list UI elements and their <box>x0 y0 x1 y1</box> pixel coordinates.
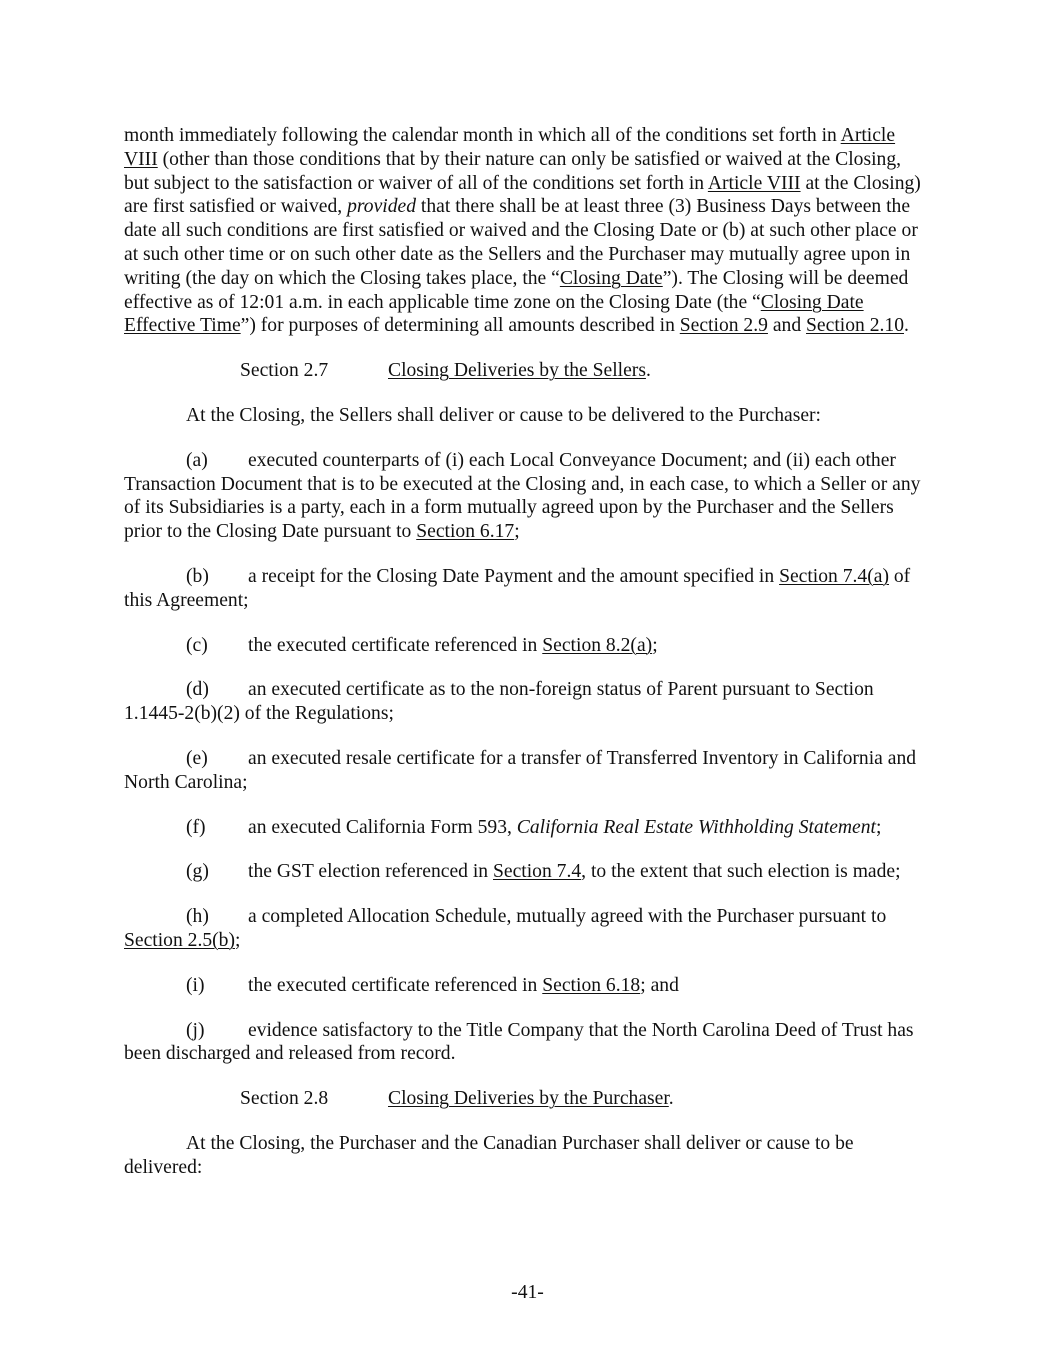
list-item-g <box>124 860 926 884</box>
list-item-h <box>124 905 926 953</box>
defined-term-closing-date-effective-time: Closing Date Effective Time <box>124 291 864 337</box>
text: that there shall be at least three (3) Business Days between the date all such conditions are first satisfied or waived and the Closing Date or (b) at such other place or at such other time or on such other date as the Sellers and the Purchaser may mutually agree upon in writing (the day on which the Closing takes place, the “ <box>124 196 918 289</box>
section-2-7-heading <box>124 359 926 383</box>
form-title: California Real Estate Withholding Statement <box>516 816 876 838</box>
list-item-d <box>124 678 926 726</box>
section-2-8-intro: At the Closing, the Purchaser and the Canadian Purchaser shall deliver or cause to be delivered: <box>124 1132 854 1178</box>
text: (other than those conditions that by their nature can only be satisfied or waived at the Closing, but subject to the satisfaction or waiver of all of the conditions set forth in <box>124 148 902 194</box>
text: . <box>904 315 909 337</box>
item-label: (j) <box>186 1019 205 1041</box>
section-7-4a-link[interactable]: Section 7.4(a) <box>779 565 889 587</box>
text: ; <box>235 929 241 951</box>
text: the executed certificate referenced in <box>248 634 543 656</box>
list-item-f <box>124 816 926 840</box>
article-viii-link[interactable]: Article VIII <box>124 125 896 170</box>
section-6-18-link[interactable]: Section 6.18 <box>542 974 641 996</box>
list-item-j <box>124 1019 926 1067</box>
text: executed counterparts of (i) each Local Conveyance Document; and (ii) each other Transaction Document that is to be executed at the Closing and, in each case, to which a Seller or any of its Subsidiaries is a party, each in a form mutually agreed upon by the Purchaser and the Sellers prior to the Closing Date pursuant to <box>124 449 921 543</box>
text: a receipt for the Closing Date Payment and the amount specified in <box>248 565 780 587</box>
text: ; <box>514 521 520 543</box>
text: and <box>767 315 807 337</box>
item-label: (d) <box>186 679 209 701</box>
section-2-8-heading <box>124 1087 926 1111</box>
text: ; <box>652 634 658 656</box>
text: the executed certificate referenced in <box>248 974 543 996</box>
list-item-i <box>124 974 926 998</box>
text: ”) for purposes of determining all amounts described in <box>240 315 680 337</box>
item-label: (e) <box>186 747 208 769</box>
item-label: (f) <box>186 816 206 838</box>
text: ; <box>876 816 882 838</box>
item-label: (a) <box>186 449 208 471</box>
item-label: (g) <box>186 861 209 883</box>
item-label: (h) <box>186 906 209 928</box>
text: an executed resale certificate for a transfer of Transferred Inventory in California and North Carolina; <box>124 747 917 793</box>
section-title: Closing Deliveries by the Purchaser <box>388 1088 669 1110</box>
document-page <box>124 124 926 1201</box>
page-number: -41- <box>511 1282 544 1303</box>
section-6-17-link[interactable]: Section 6.17 <box>416 521 515 543</box>
section-2-7-intro: At the Closing, the Sellers shall deliver or cause to be delivered to the Purchaser: <box>186 404 821 426</box>
text: of this Agreement; <box>124 565 911 611</box>
text: at the Closing) are first satisfied or waived, <box>124 172 921 218</box>
section-7-4-link[interactable]: Section 7.4 <box>493 861 582 883</box>
defined-term-closing-date: Closing Date <box>559 267 663 289</box>
list-item-e <box>124 747 926 795</box>
item-label: (i) <box>186 974 205 996</box>
article-viii-link[interactable]: Article VIII <box>707 172 801 194</box>
item-label: (c) <box>186 634 208 656</box>
section-2-5b-link[interactable]: Section 2.5(b) <box>124 929 236 951</box>
text: an executed certificate as to the non-foreign status of Parent pursuant to Section 1.1445-2(b)(2) of the Regulations; <box>124 679 874 725</box>
section-number: Section 2.7 <box>240 360 329 382</box>
section-8-2a-link[interactable]: Section 8.2(a) <box>542 634 653 656</box>
section-number: Section 2.8 <box>240 1088 329 1110</box>
text: a completed Allocation Schedule, mutually agreed with the Purchaser pursuant to <box>248 906 887 928</box>
text: , to the extent that such election is made; <box>581 861 901 883</box>
list-item-b <box>124 565 926 613</box>
text: ”). The Closing will be deemed effective as of 12:01 a.m. in each applicable time zone on the Closing Date (the “ <box>124 267 909 313</box>
text: evidence satisfactory to the Title Company that the North Carolina Deed of Trust has been discharged and released from record. <box>124 1019 914 1065</box>
text: an executed California Form 593, <box>248 816 517 838</box>
text: ; and <box>640 974 679 996</box>
item-label: (b) <box>186 565 209 587</box>
section-2-10-link[interactable]: Section 2.10 <box>806 315 904 337</box>
text: month immediately following the calendar month in which all of the conditions set forth in <box>124 125 841 146</box>
section-2-9-link[interactable]: Section 2.9 <box>679 315 768 337</box>
emphasis-provided: provided <box>347 196 417 218</box>
text: the GST election referenced in <box>248 861 493 883</box>
opening-paragraph <box>124 124 926 338</box>
section-title: Closing Deliveries by the Sellers <box>388 360 646 382</box>
text: . <box>645 360 651 382</box>
list-item-a <box>124 449 926 544</box>
text: . <box>668 1088 674 1110</box>
list-item-c <box>124 634 926 658</box>
